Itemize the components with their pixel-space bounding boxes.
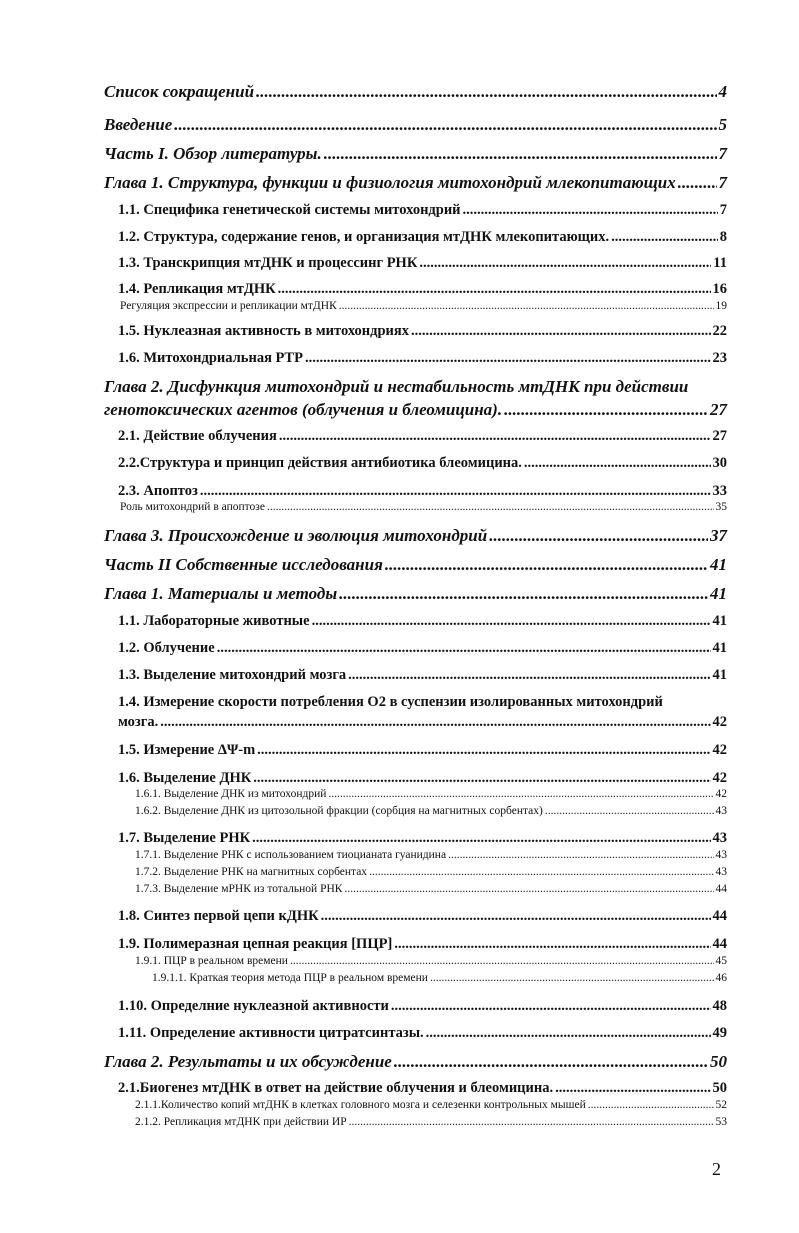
toc-entry: 2.2.Структура и принцип действия антибиотика блеомицина. ..... 30 [118, 455, 727, 472]
toc-entry: Список сокращений ..... 4 [104, 82, 727, 102]
toc-entry: 1.7.3. Выделение мРНК из тотальной РНК ..... 44 [135, 883, 727, 895]
toc-entry: 1.7.1. Выделение РНК с использованием тиоцианата гуанидина ..... 43 [135, 849, 727, 861]
toc-entry: 2.1. Действие облучения ..... 27 [118, 428, 727, 445]
toc-entry: 1.11. Определение активности цитратсинтазы. ..... 49 [118, 1025, 727, 1042]
toc-entry: 2.1.Биогенез мтДНК в ответ на действие облучения и блеомицина. ..... 50 [118, 1080, 727, 1097]
toc-entry: Глава 2. Результаты и их обсуждение ..... 50 [104, 1052, 727, 1072]
toc-entry: Введение ..... 5 [104, 115, 727, 135]
toc-entry: Роль митохондрий в апоптозе ..... 35 [120, 501, 727, 513]
toc-entry: 1.8. Синтез первой цепи кДНК ..... 44 [118, 908, 727, 925]
toc-entry: 1.9.1. ПЦР в реальном времени ..... 45 [135, 955, 727, 967]
toc-entry: мозга. ..... 42 [118, 714, 727, 731]
toc-entry: Регуляция экспрессии и репликации мтДНК ..... 19 [120, 300, 727, 312]
toc-entry: 1.2. Облучение ..... 41 [118, 640, 727, 657]
toc-entry: 1.9.1.1. Краткая теория метода ПЦР в реальном времени ..... 46 [152, 972, 727, 984]
toc-entry: 1.9. Полимеразная цепная реакция [ПЦР] ..... 44 [118, 936, 727, 953]
toc-entry-line1: 1.4. Измерение скорости потребления О2 в суспензии изолированных митохондрий [118, 694, 663, 710]
toc-entry: 1.6.1. Выделение ДНК из митохондрий ..... 42 [135, 788, 727, 800]
toc-entry: 1.7.2. Выделение РНК на магнитных сорбентах ..... 43 [135, 866, 727, 878]
toc-entry: 1.7. Выделение РНК ..... 43 [118, 830, 727, 847]
toc-entry: 2.3. Апоптоз ..... 33 [118, 483, 727, 500]
toc-entry: 1.5. Измерение ΔΨ-m ..... 42 [118, 742, 727, 759]
toc-entry: 1.6.2. Выделение ДНК из цитозольной фракции (сорбция на магнитных сорбентах) ..... 43 [135, 805, 727, 817]
toc-entry: Часть II Собственные исследования ..... 41 [104, 555, 727, 575]
toc-entry: Глава 1. Материалы и методы ..... 41 [104, 584, 727, 604]
toc-entry: 1.5. Нуклеазная активность в митохондриях ..... 22 [118, 323, 727, 340]
toc-entry: 1.3. Выделение митохондрий мозга ..... 41 [118, 667, 727, 684]
toc-entry: 1.2. Структура, содержание генов, и организация мтДНК млекопитающих. ..... 8 [118, 229, 727, 246]
toc-entry: 2.1.1.Количество копий мтДНК в клетках головного мозга и селезенки контрольных мышей ..... 52 [135, 1099, 727, 1111]
toc-entry: 1.3. Транскрипция мтДНК и процессинг РНК ..... 11 [118, 255, 727, 272]
toc-entry: Глава 1. Структура, функции и физиология митохондрий млекопитающих ..... 7 [104, 173, 727, 193]
toc-entry: 1.10. Определние нуклеазной активности ..... 48 [118, 998, 727, 1015]
toc-entry: 1.6. Митохондриальная PTP ..... 23 [118, 350, 727, 367]
toc-entry: Часть I. Обзор литературы. ..... 7 [104, 144, 727, 164]
toc-entry: Глава 3. Происхождение и эволюция митохондрий ..... 37 [104, 526, 727, 546]
toc-entry: 1.6. Выделение ДНК ..... 42 [118, 770, 727, 787]
toc-entry: 2.1.2. Репликация мтДНК при действии ИР ..... 53 [135, 1116, 727, 1128]
toc-entry: генотоксических агентов (облучения и блеомицина). ..... 27 [104, 400, 727, 420]
toc-entry-line1: Глава 2. Дисфункция митохондрий и нестабильность мтДНК при действии [104, 377, 689, 396]
toc-entry: 1.1. Специфика генетической системы митохондрий ..... 7 [118, 202, 727, 219]
toc-entry: 1.1. Лабораторные животные ..... 41 [118, 613, 727, 630]
toc-entry: 1.4. Репликация мтДНК ..... 16 [118, 281, 727, 298]
page-number: 2 [712, 1159, 721, 1179]
